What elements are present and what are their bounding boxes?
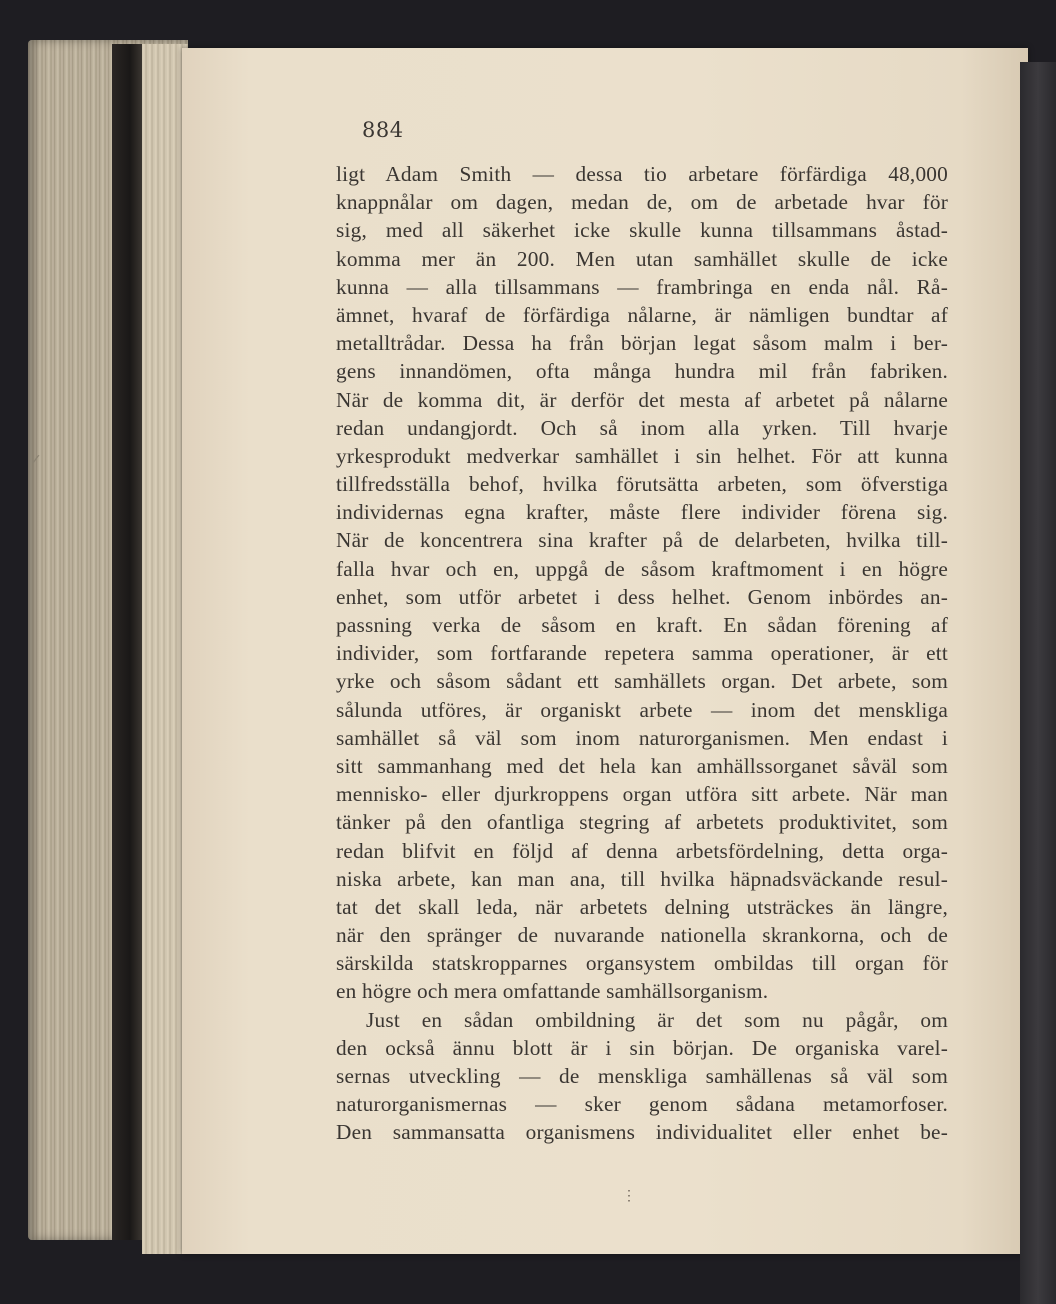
page-stack-shadow [112,44,142,1240]
text-line: individernas egna krafter, måste flere individer förena sig. [336,500,948,525]
text-line: redan blifvit en följd af denna arbetsfördelning, detta orga- [336,838,948,863]
text-line: naturorganismernas — sker genom sådana metamorfoser. [336,1092,948,1117]
text-line: komma mer än 200. Men utan samhället skulle de icke [336,246,948,271]
text-line: tänker på den ofantliga stegring af arbetets produktivitet, som [336,810,948,835]
text-line: niska arbete, kan man ana, till hvilka häpnadsväckande resul- [336,866,948,891]
text-line: när den spränger de nuvarande nationella skrankorna, och de [336,923,948,948]
text-line: sålunda utföres, är organiskt arbete — inom det menskliga [336,697,948,722]
stray-ink-mark: ⋮ [622,1188,636,1204]
body-text [336,160,948,1147]
text-line: enhet, som utför arbetet i dess helhet. Genom inbördes an- [336,584,948,609]
text-line: mennisko- eller djurkroppens organ utföra sitt arbete. När man [336,782,948,807]
text-line: yrkesprodukt medverkar samhället i sin helhet. För att kunna [336,443,948,468]
text-line: sernas utveckling — de menskliga samhällenas så väl som [336,1064,948,1088]
text-line: särskilda statskropparnes organsystem ombildas till organ för [336,951,948,976]
text-line: samhället så väl som inom naturorganismen. Men endast i [336,725,948,750]
stray-ink-mark: ✓ [30,452,42,468]
text-line: Just en sådan ombildning är det som nu pågår, om [366,1007,948,1032]
text-line: Den sammansatta organismens individualitet eller enhet be- [336,1120,948,1145]
text-line: ligt Adam Smith — dessa tio arbetare förfärdiga 48,000 [336,162,948,186]
page-number: 884 [362,118,404,142]
text-line: ämnet, hvaraf de förfärdiga nålarne, är nämligen bundtar af [336,302,948,327]
text-line: den också ännu blott är i sin början. De organiska varel- [336,1035,948,1060]
text-line: passning verka de såsom en kraft. En sådan förening af [336,613,948,637]
text-line: sig, med all säkerhet icke skulle kunna tillsammans åstad- [336,218,948,243]
text-line: tat det skall leda, när arbetets delning utsträckes än längre, [336,894,948,919]
text-line: knappnålar om dagen, medan de, om de arbetade hvar för [336,190,948,215]
text-line: en högre och mera omfattande samhällsorganism. [336,979,769,1004]
text-line: redan undangjordt. Och så inom alla yrken. Till hvarje [336,415,948,440]
text-line: yrke och såsom sådant ett samhällets organ. Det arbete, som [336,669,948,694]
text-line: gens innandömen, ofta många hundra mil från fabriken. [336,359,948,384]
text-line: falla hvar och en, uppgå de såsom kraftmoment i en högre [336,556,948,581]
right-background-edge [1020,62,1056,1304]
text-line: sitt sammanhang med det hela kan amhällssorganet såväl som [336,753,948,778]
text-line: När de koncentrera sina krafter på de delarbeten, hvilka till- [336,528,948,553]
text-line: individer, som fortfarande repetera samma operationer, är ett [336,641,948,666]
text-line: När de komma dit, är derför det mesta af arbetet på nålarne [336,387,948,412]
text-line: metalltrådar. Dessa ha från början legat såsom malm i ber- [336,331,948,356]
text-line: kunna — alla tillsammans — frambringa en enda nål. Rå- [336,274,948,299]
text-line: tillfredsställa behof, hvilka förutsätta arbeten, som öfverstiga [336,472,948,497]
